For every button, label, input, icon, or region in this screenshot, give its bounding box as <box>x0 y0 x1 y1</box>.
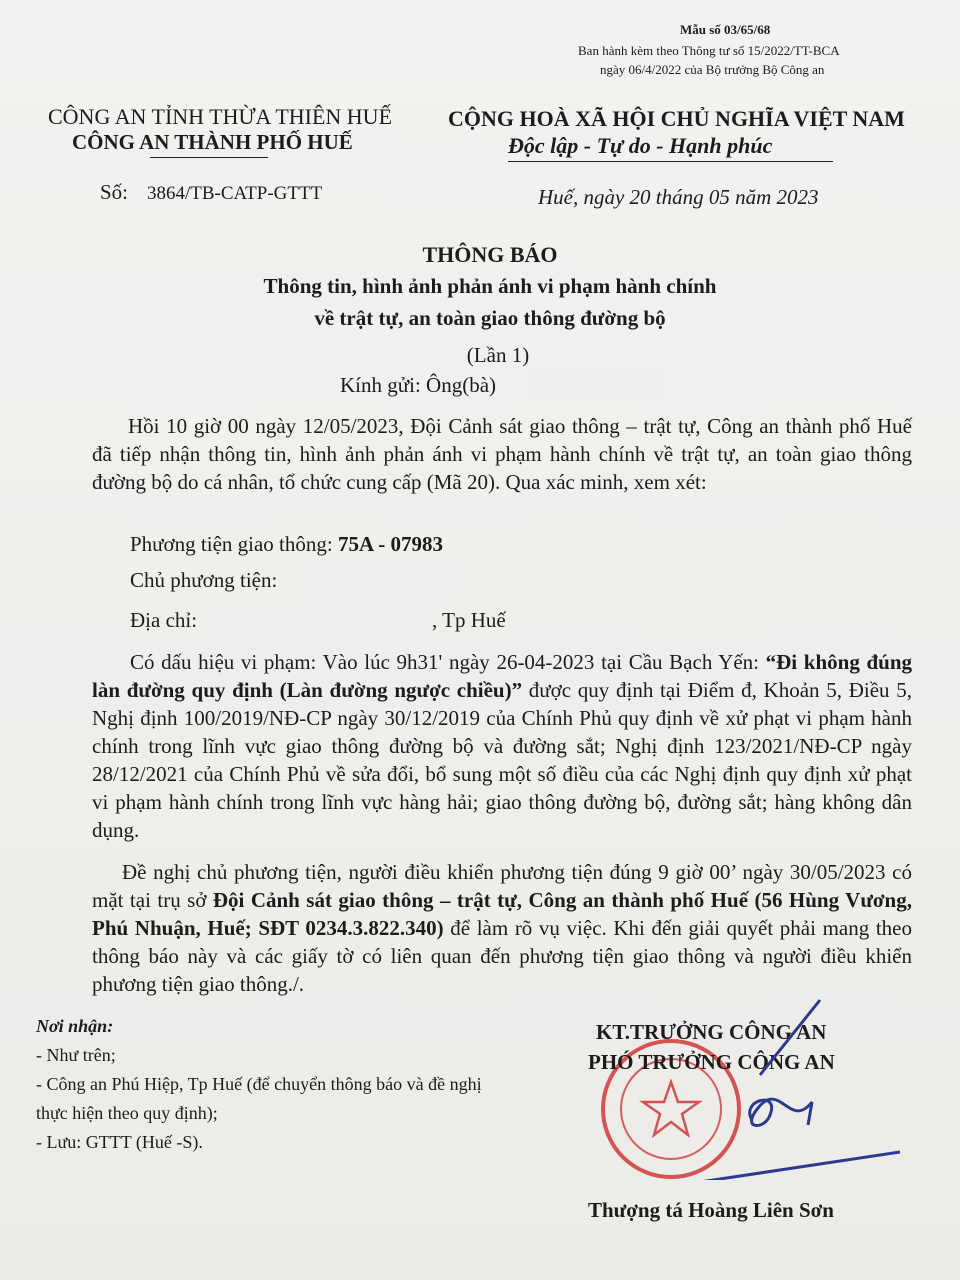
violation-legal-basis: được quy định tại Điểm đ, Khoản 5, Điều 5, Nghị định 100/2019/NĐ-CP ngày 30/12/2019 của Chính Phủ quy định về xử phạt vi phạm hành chính trong lĩnh vực giao thông đường bộ và đường sắt; Nghị định 123/2021/NĐ-CP ngày 28/12/2021 của Chính Phủ về sửa đổi, bổ sung một số điều của các Nghị định quy định xử phạt vi phạm hành chính trong lĩnh vực hàng hải; giao thông đường bộ, đường sắt; hàng không dân dụng. <box>92 678 912 842</box>
nation-heading: CỘNG HOÀ XÃ HỘI CHỦ NGHĨA VIỆT NAM <box>448 106 905 131</box>
violation-description: “Đi không đúng làn đường quy định (Làn đường ngược chiều)” <box>92 650 912 702</box>
vehicle-row <box>130 532 443 557</box>
vehicle-label: Phương tiện giao thông: <box>130 532 333 556</box>
recipients-block <box>36 1012 506 1157</box>
redacted-name <box>530 369 665 401</box>
request-intro: Đề nghị chủ phương tiện, người điều khiển phương tiện đúng 9 giờ 00’ ngày 30/05/2023 có mặt tại trụ sở <box>92 860 912 912</box>
issued-note-line-2: ngày 06/4/2022 của Bộ trưởng Bộ Công an <box>600 62 825 77</box>
recipient-item: - Công an Phú Hiệp, Tp Huế (để chuyển thông báo và đề nghị thực hiện theo quy định); <box>36 1074 482 1123</box>
paragraph-receipt: Hồi 10 giờ 00 ngày 12/05/2023, Đội Cảnh sát giao thông – trật tự, Công an thành phố Huế đã tiếp nhận thông tin, hình ảnh phản ánh vi phạm hành chính về trật tự, an toàn giao thông đường bộ do cá nhân, tổ chức cung cấp (Mã 20). Qua xác minh, xem xét: <box>92 414 912 494</box>
address-label: Địa chỉ: <box>130 608 198 632</box>
owner-label: Chủ phương tiện: <box>130 568 278 592</box>
violation-intro: Có dấu hiệu vi phạm: Vào lúc 9h31' ngày 26-04-2023 tại Cầu Bạch Yến: <box>130 650 766 674</box>
request-location: Đội Cảnh sát giao thông – trật tự, Công an thành phố Huế (56 Hùng Vương, Phú Nhuận, Huế; SĐT 0234.3.822.340) <box>92 888 912 940</box>
vehicle-plate: 75A - 07983 <box>337 532 443 556</box>
place-date: Huế, ngày 20 tháng 05 năm 2023 <box>538 185 819 209</box>
paragraph-request <box>92 858 912 998</box>
redacted-owner <box>307 563 455 599</box>
doc-number-label: Số: <box>100 180 129 204</box>
doc-subtitle-line-1: Thông tin, hình ảnh phản ánh vi phạm hành chính <box>263 274 717 298</box>
signature-authority-line-1: KT.TRƯỞNG CÔNG AN <box>596 1020 827 1044</box>
agency-name: CÔNG AN THÀNH PHỐ HUẾ <box>72 130 353 154</box>
issued-note-line-1: Ban hành kèm theo Thông tư số 15/2022/TT-BCA <box>578 43 840 58</box>
recipient-item: - Như trên; <box>36 1045 116 1065</box>
doc-title: THÔNG BÁO <box>422 242 558 267</box>
signature-authority-line-2: PHÓ TRƯỞNG CÔNG AN <box>588 1050 835 1074</box>
recipient-item: - Lưu: GTTT (Huế -S). <box>36 1132 203 1152</box>
owner-row <box>130 568 277 593</box>
address-city: , Tp Huế <box>432 608 506 632</box>
signer-name: Thượng tá Hoàng Liên Sơn <box>588 1198 834 1222</box>
motto-underline <box>508 161 833 162</box>
agency-parent: CÔNG AN TỈNH THỪA THIÊN HUẾ <box>48 104 393 129</box>
recipients-heading: Nơi nhận: <box>36 1016 114 1036</box>
national-motto: Độc lập - Tự do - Hạnh phúc <box>508 133 773 158</box>
addressee: Kính gửi: Ông(bà) <box>340 373 497 397</box>
doc-subtitle-line-2: về trật tự, an toàn giao thông đường bộ <box>314 306 666 330</box>
form-code: Mẫu số 03/65/68 <box>680 22 771 37</box>
request-instructions: để làm rõ vụ việc. Khi đến giải quyết phải mang theo thông báo này và các giấy tờ có liên quan đến phương tiện giao thông và người điều khiển phương tiện giao thông./. <box>92 916 913 996</box>
doc-number: 3864/TB-CATP-GTTT <box>147 183 323 204</box>
handwritten-signature <box>640 980 920 1180</box>
address-row <box>130 608 197 633</box>
redacted-address <box>215 600 430 636</box>
paragraph-violation <box>92 648 912 844</box>
agency-underline <box>150 157 268 158</box>
notice-round: (Lần 1) <box>466 343 530 367</box>
